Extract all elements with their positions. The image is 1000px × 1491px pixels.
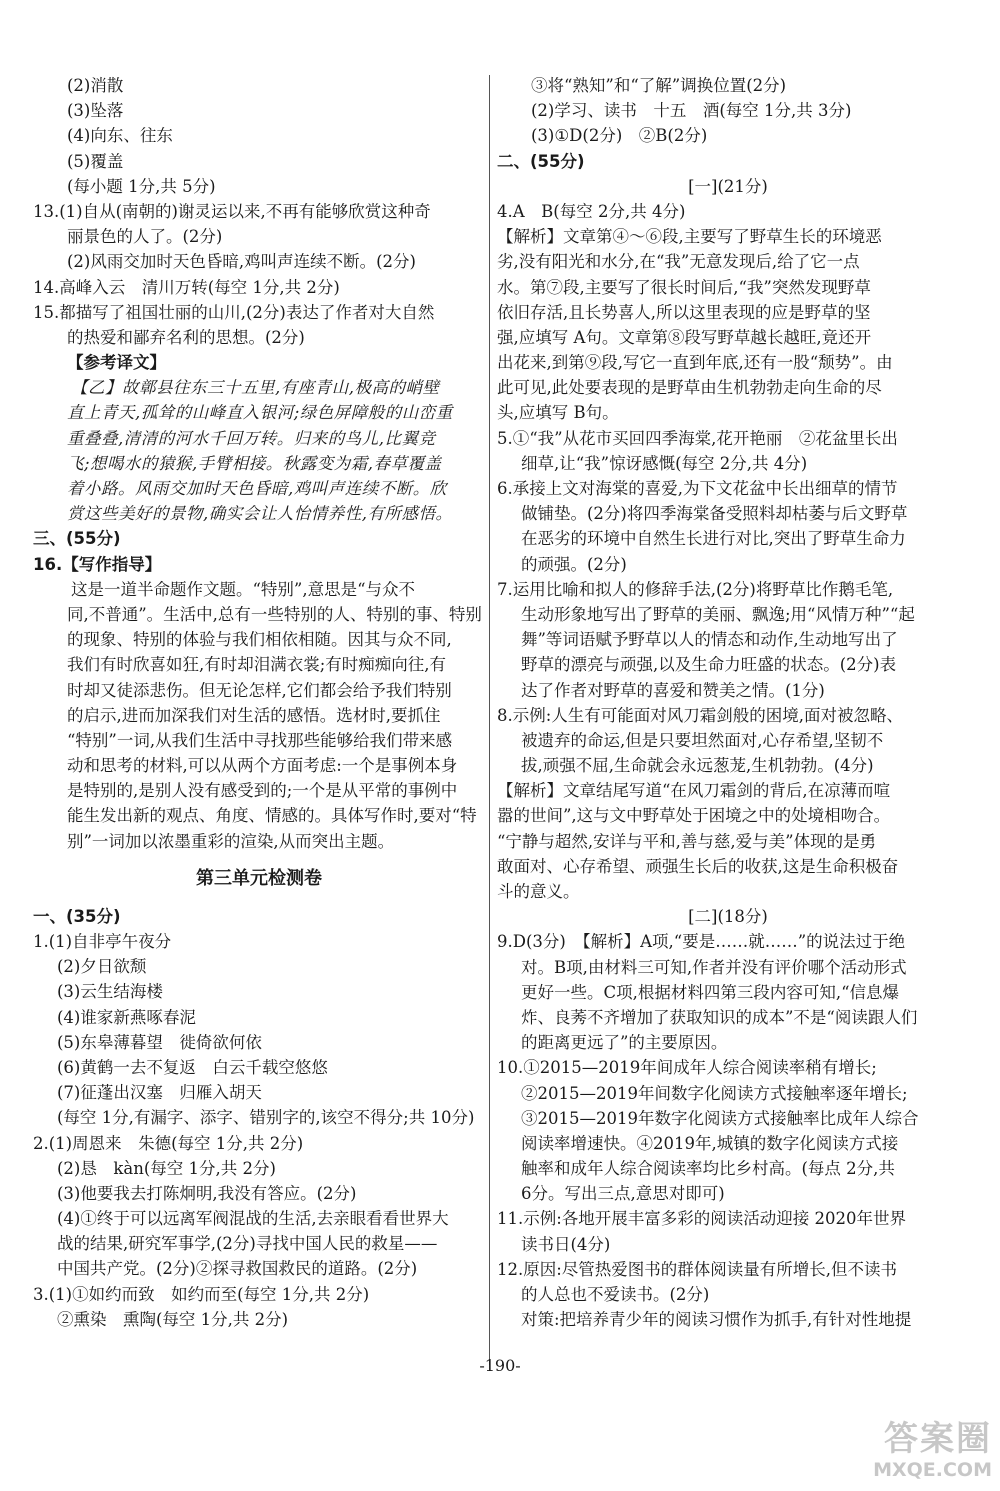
left-text-line: 直上青天,孤耸的山峰直入银河;绿色屏障般的山峦重 (67, 403, 453, 423)
right-text-line: 在恶劣的环境中自然生长进行对比,突出了野草生命力 (521, 529, 906, 549)
right-text-line: 生动形象地写出了野草的美丽、飘逸;用“风情万种”“起 (521, 604, 915, 624)
left-column (33, 73, 485, 1332)
left-text-line: (每小题 1分,共 5分) (67, 176, 216, 196)
right-text-line: 斗的意义。 (497, 882, 580, 901)
right-text-line: 12.原因:尽管热爱图书的群体阅读量有所增长,但不读书 (497, 1259, 898, 1279)
left-text-line: 战的结果,研究军事学,(2分)寻找中国人民的救星—— (57, 1234, 438, 1254)
right-text-line: 二、(55分) (497, 151, 585, 171)
left-text-line: 3.(1)①如约而致 如约而至(每空 1分,共 2分) (33, 1284, 370, 1304)
left-text-line: 的启示,进而加深我们对生活的感悟。选材时,要抓住 (67, 705, 441, 725)
left-text-line: 重叠叠,清清的河水千回万转。归来的鸟儿,比翼竞 (67, 428, 436, 448)
right-text-line: 的人总也不爱读书。(2分) (521, 1285, 710, 1304)
left-text-line: 的热爱和鄙弃名利的思想。(2分) (67, 327, 305, 347)
left-text-line: (2)消散 (67, 76, 124, 95)
left-text-line: 是特别的,是别人没有感受到的;一个是从平常的事例中 (67, 781, 458, 801)
right-text-line: 11.示例:各地开展丰富多彩的阅读活动迎接 2020年世界 (497, 1209, 907, 1229)
left-text-line: 一、(35分) (33, 906, 121, 926)
left-text-line: 别”一词加以浓墨重彩的渲染,从而突出主题。 (67, 831, 395, 851)
left-text-line: 【参考译文】 (67, 353, 166, 373)
right-text-line: (3)①D(2分) ②B(2分) (531, 126, 708, 146)
left-text-line: ②熏染 熏陶(每空 1分,共 2分) (57, 1309, 289, 1329)
right-text-line: 对策:把培养青少年的阅读习惯作为抓手,有针对性地提 (521, 1310, 912, 1330)
left-text-line: 动和思考的材料,可以从两个方面考虑:一个是事例本身 (67, 756, 458, 776)
left-text-line: 15.都描写了祖国壮丽的山川,(2分)表达了作者对大自然 (33, 302, 435, 322)
left-text-line: 13.(1)自从(南朝的)谢灵运以来,不再有能够欣赏这种奇 (33, 201, 431, 221)
left-text-line: (3)他要我去打陈炯明,我没有答应。(2分) (57, 1183, 357, 1203)
left-text-line: 1.(1)自非亭午夜分 (33, 932, 172, 951)
left-text-line: 16.【写作指导】 (33, 554, 162, 574)
left-text-line: 同,不普通”。生活中,总有一些特别的人、特别的事、特别 (67, 604, 482, 624)
left-text-line: (5)覆盖 (67, 151, 124, 171)
left-text-line: 时却又徒添悲伤。但无论怎样,它们都会给予我们特别 (67, 680, 452, 700)
left-text-line: (2)风雨交加时天色昏暗,鸡叫声连续不断。(2分) (67, 252, 416, 272)
left-text-line: 飞;想喝水的猿猴,手臂相接。秋露变为霜,春草覆盖 (67, 453, 442, 473)
right-text-line: 的距离更远了”的主要原因。 (521, 1033, 728, 1053)
right-text-line: 10.①2015—2019年间成年人综合阅读率稍有增长; (497, 1058, 877, 1078)
left-text-line: 这是一道半命题作文题。“特别”,意思是“与众不 (71, 579, 416, 599)
page-number: -190- (479, 1356, 521, 1375)
right-text-line: ③2015—2019年数字化阅读方式接触率比成年人综合 (521, 1108, 919, 1128)
right-text-line: 对。B项,由材料三可知,作者并没有评价哪个活动形式 (521, 957, 907, 977)
right-text-line: [二](18分) (688, 907, 768, 927)
right-text-line: 7.运用比喻和拟人的修辞手法,(2分)将野草比作鹅毛笔, (497, 579, 894, 599)
right-text-line: 读书日(4分) (521, 1234, 611, 1254)
right-text-line: [一](21分) (688, 176, 768, 196)
left-text-line: (2)恳 kàn(每空 1分,共 2分) (57, 1158, 276, 1178)
right-text-line: 野草的漂亮与顽强,以及生命力旺盛的状态。(2分)表 (521, 655, 897, 675)
left-text-line: (5)东皋薄暮望 徙倚欲何依 (57, 1032, 262, 1052)
left-text-line: (4)谁家新燕啄春泥 (57, 1007, 196, 1027)
right-text-line: 舞”等词语赋予野草以人的情态和动作,生动地写出了 (521, 630, 898, 650)
right-text-line: 劣,没有阳光和水分,在“我”无意发现后,给了它一点 (497, 252, 860, 272)
right-text-line: 【解析】文章结尾写道“在风刀霜剑的背后,在凉薄而喧 (497, 781, 891, 801)
left-text-line: 第三单元检测卷 (196, 867, 322, 889)
right-text-line: 敢面对、心存希望、顽强生长后的收获,这是生命积极奋 (497, 856, 899, 876)
right-text-line: (2)学习、读书 十五 酒(每空 1分,共 3分) (531, 101, 852, 121)
right-text-line: 依旧存活,且长势喜人,所以这里表现的应是野草的坚 (497, 302, 871, 322)
left-text-line: (3)云生结海楼 (57, 982, 163, 1002)
left-text-line: 赏这些美好的景物,确实会让人怡情养性,有所感悟。 (67, 504, 453, 524)
right-text-line: 更好一些。C项,根据材料四第三段内容可知,“信息爆 (521, 982, 900, 1002)
right-text-line: 4.A B(每空 2分,共 4分) (497, 201, 686, 221)
left-text-line: 能生发出新的观点、角度、情感的。具体写作时,要对“特 (67, 806, 477, 826)
right-text-line: 达了作者对野草的喜爱和赞美之情。(1分) (521, 680, 825, 700)
left-text-line: (4)向东、往东 (67, 126, 173, 146)
right-text-line: 此可见,此处要表现的是野草由生机勃勃走向生命的尽 (497, 378, 882, 398)
right-text-line: 细草,让“我”惊讶感慨(每空 2分,共 4分) (521, 453, 808, 473)
left-text-line: 2.(1)周恩来 朱德(每空 1分,共 2分) (33, 1133, 304, 1153)
right-text-line: 阅读率增速快。④2019年,城镇的数字化阅读方式接 (521, 1133, 899, 1153)
right-text-line: 炸、良莠不齐增加了获取知识的成本”不是“阅读跟人们 (521, 1007, 918, 1027)
left-text-line: (4)①终于可以远离军阀混战的生活,去亲眼看看世界大 (57, 1209, 449, 1229)
right-text-line: 8.示例:人生有可能面对风刀霜剑般的困境,面对被忽略、 (497, 705, 904, 725)
left-text-line: (3)坠落 (67, 101, 124, 121)
right-text-line: 6.承接上文对海棠的喜爱,为下文花盆中长出细草的情节 (497, 479, 898, 498)
right-text-line: 头,应填写 B句。 (497, 403, 619, 423)
left-text-line: (2)夕日欲颓 (57, 957, 147, 977)
left-text-line: 丽景色的人了。(2分) (67, 227, 223, 247)
left-text-line: 我们有时欣喜如狂,有时却泪满衣裳;有时痴痴向往,有 (67, 655, 447, 675)
right-text-line: 【解析】文章第④～⑥段,主要写了野草生长的环境恶 (497, 227, 882, 247)
left-text-line: (每空 1分,有漏字、添字、错别字的,该空不得分;共 10分) (57, 1108, 475, 1128)
right-text-line: 水。第⑦段,主要写了很长时间后,“我”突然发现野草 (497, 277, 871, 297)
right-text-line: 做铺垫。(2分)将四季海棠备受照料却枯萎与后文野草 (521, 504, 908, 524)
right-text-line: 被遗弃的命运,但是只要坦然面对,心存希望,坚韧不 (521, 730, 884, 750)
right-text-line: 触率和成年人综合阅读率均比乡村高。(每点 2分,共 (521, 1159, 895, 1179)
right-text-line: “宁静与超然,安详与平和,善与慈,爱与美”体现的是勇 (497, 831, 877, 851)
watermark-logo (812, 1420, 992, 1486)
left-text-line: 着小路。风雨交加时天色昏暗,鸡叫声连续不断。欣 (67, 479, 447, 498)
left-text-line: (7)征蓬出汉塞 归雁入胡天 (57, 1083, 262, 1103)
left-text-line: 【乙】故鄣县往东三十五里,有座青山,极高的峭壁 (71, 378, 440, 398)
right-text-line: 出花来,到第⑨段,写它一直到年底,还有一股“颓势”。由 (497, 353, 893, 373)
right-text-line: 5.①“我”从花市买回四季海棠,花开艳丽 ②花盆里长出 (497, 428, 898, 448)
watermark-text: 答案圈 (884, 1419, 992, 1459)
right-text-line: 的顽强。(2分) (521, 554, 627, 574)
right-text-line: 强,应填写 A句。文章第⑧段写野草越长越旺,竟还开 (497, 327, 872, 347)
column-divider (489, 75, 490, 1365)
left-text-line: 14.高峰入云 清川万转(每空 1分,共 2分) (33, 277, 340, 297)
right-text-line: 拔,顽强不屈,生命就会永远葱茏,生机勃勃。(4分) (521, 756, 874, 776)
watermark-url: MXQE.COM (873, 1459, 992, 1481)
left-text-line: 中国共产党。(2分)②探寻救国救民的道路。(2分) (57, 1259, 418, 1279)
left-text-line: “特别”一词,从我们生活中寻找那些能够给我们带来感 (67, 730, 453, 750)
right-text-line: ③将“熟知”和“了解”调换位置(2分) (531, 76, 787, 95)
left-text-line: 的现象、特别的体验与我们相依相随。因其与众不同, (67, 630, 452, 650)
right-text-line: 6分。写出三点,意思对即可) (521, 1184, 725, 1204)
left-text-line: (6)黄鹤一去不复返 白云千载空悠悠 (57, 1057, 328, 1077)
right-text-line: ②2015—2019年间数字化阅读方式接触率逐年增长; (521, 1083, 908, 1103)
right-text-line: 9.D(3分) 【解析】A项,“要是……就……”的说法过于绝 (497, 932, 906, 952)
right-text-line: 嚣的世间”,这与文中野草处于困境之中的处境相吻合。 (497, 806, 891, 826)
right-column (497, 73, 959, 1332)
left-text-line: 三、(55分) (33, 529, 121, 549)
